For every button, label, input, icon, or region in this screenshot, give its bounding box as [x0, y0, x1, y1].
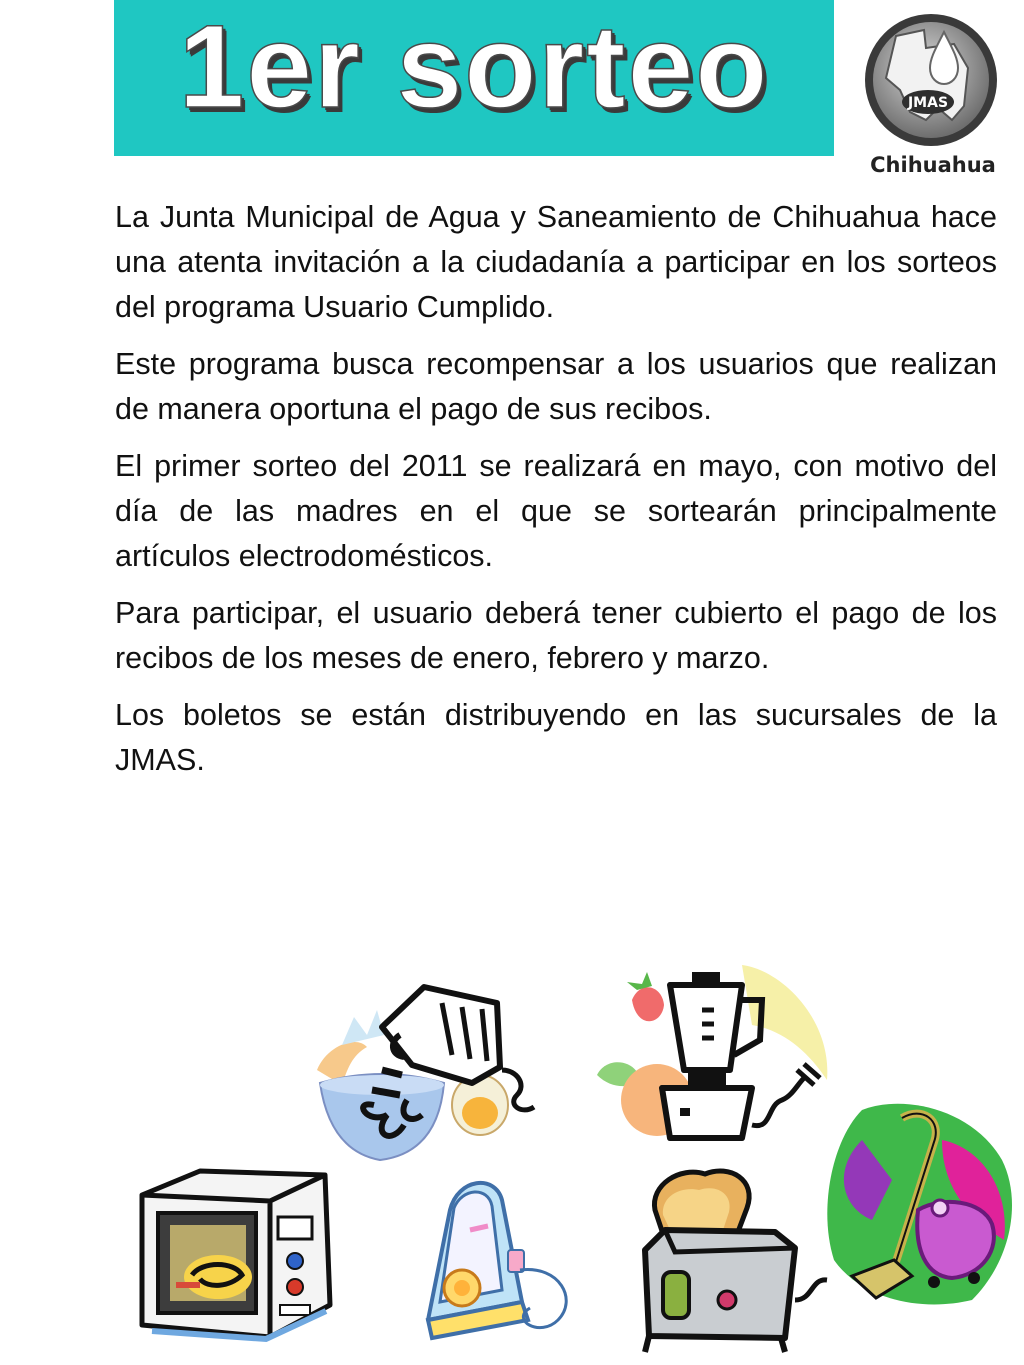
- paragraph-intro: La Junta Municipal de Agua y Saneamiento de Chihuahua hace una atenta invitación a la ciudadanía a participar en los sorteos del programa Usuario Cumplido.: [115, 200, 997, 324]
- paragraph-requirements: Para participar, el usuario deberá tener cubierto el pago de los recibos de los meses de enero, febrero y marzo.: [115, 596, 997, 675]
- svg-text:JMAS: JMAS: [907, 95, 949, 111]
- announcement-body: [115, 195, 997, 795]
- paragraph-first-draw: El primer sorteo del 2011 se realizará en mayo, con motivo del día de las madres en el que se sortearán principalmente artículos electrodomésticos.: [115, 449, 997, 573]
- title-banner: [114, 0, 834, 156]
- logo-caption: Chihuahua: [870, 153, 996, 177]
- paragraph-purpose: Este programa busca recompensar a los usuarios que realizan de manera oportuna el pago de sus recibos.: [115, 347, 997, 426]
- mixer-icon: [312, 975, 552, 1170]
- toaster-icon: [635, 1160, 835, 1355]
- blender-icon: [592, 960, 832, 1145]
- paragraph-tickets: Los boletos se están distribuyendo en las sucursales de la JMAS.: [115, 698, 997, 777]
- microwave-icon: [130, 1165, 335, 1345]
- page-title: 1er sorteo: [178, 1, 770, 133]
- vacuum-icon: [822, 1100, 1022, 1318]
- iron-icon: [410, 1170, 585, 1355]
